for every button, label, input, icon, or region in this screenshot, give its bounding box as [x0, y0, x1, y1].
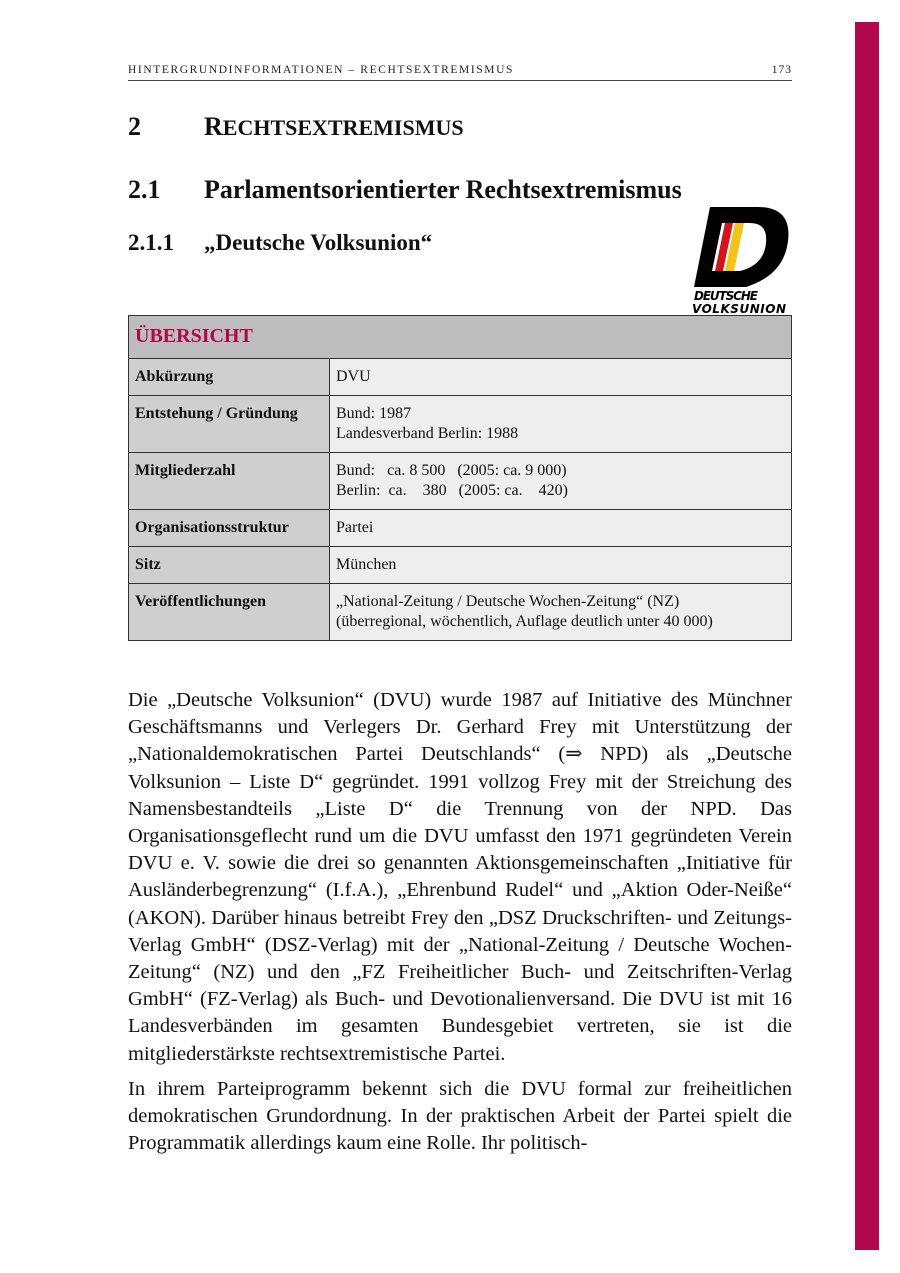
table-row	[129, 584, 792, 641]
row-value-line: Berlin: ca. 380 (2005: ca. 420)	[336, 482, 568, 499]
row-value	[330, 584, 792, 641]
page-number: 173	[771, 64, 792, 76]
logo-text-line1: DEUTSCHE	[694, 289, 758, 303]
overview-title: ÜBERSICHT	[129, 316, 792, 359]
row-value	[330, 547, 792, 584]
row-value-line: Bund: ca. 8 500 (2005: ca. 9 000)	[336, 462, 567, 479]
paragraph: In ihrem Parteiprogramm bekennt sich die DVU formal zur freiheitlichen demokratischen Grundordnung. In der praktischen Arbeit der Partei spielt die Programmatik allerdings kaum eine Rolle. Ihr politisch-	[128, 1077, 792, 1155]
row-value-line: Landesverband Berlin: 1988	[336, 425, 519, 442]
row-label: Veröffentlichungen	[129, 584, 330, 641]
row-label: Organisationsstruktur	[129, 510, 330, 547]
subsection-number: 2.1.1	[128, 230, 174, 255]
logo-text-line2: VOLKSUNION	[692, 302, 786, 315]
row-value-line: „National-Zeitung / Deutsche Wochen-Zeitung“ (NZ)	[336, 593, 680, 610]
table-row	[129, 510, 792, 547]
row-label: Abkürzung	[129, 359, 330, 396]
row-value	[330, 359, 792, 396]
chapter-number: 2	[128, 112, 141, 141]
row-value	[330, 510, 792, 547]
row-value-line: München	[336, 556, 397, 573]
table-row	[129, 547, 792, 584]
row-value-line: Partei	[336, 519, 374, 536]
row-label: Mitgliederzahl	[129, 453, 330, 510]
page-margin-color-bar	[855, 22, 879, 1250]
chapter-title	[204, 112, 464, 142]
table-row	[129, 359, 792, 396]
section-number: 2.1	[128, 175, 161, 204]
chapter-title-initial: R	[204, 112, 223, 141]
row-value	[330, 396, 792, 453]
row-value-line: (überregional, wöchentlich, Auflage deutlich unter 40 000)	[336, 613, 713, 630]
running-header-title: HINTERGRUNDINFORMATIONEN – RECHTSEXTREMISMUS	[128, 64, 515, 76]
overview-header-row	[129, 316, 792, 359]
row-value-line: Bund: 1987	[336, 405, 412, 422]
table-row	[129, 453, 792, 510]
row-label: Entstehung / Gründung	[129, 396, 330, 453]
section-title: Parlamentsorientierter Rechtsextremismus	[204, 175, 682, 204]
subsection-title: „Deutsche Volksunion“	[204, 230, 433, 255]
chapter-title-rest: ECHTSEXTREMISMUS	[222, 115, 464, 140]
dvu-logo	[688, 205, 792, 315]
overview-table	[128, 315, 792, 641]
row-value	[330, 453, 792, 510]
table-row	[129, 396, 792, 453]
body-text	[128, 687, 792, 1165]
running-header	[128, 62, 792, 81]
row-label: Sitz	[129, 547, 330, 584]
row-value-line: DVU	[336, 368, 371, 385]
paragraph: Die „Deutsche Volksunion“ (DVU) wurde 1987 auf Initiative des Münchner Geschäftsmanns und Verlegers Dr. Gerhard Frey mit Unterstützung der „Nationaldemokratischen Partei Deutschlands“ (⇒ NPD) als „Deutsche Volksunion – Liste D“ gegründet. 1991 vollzog Frey mit der Streichung des Namensbestandteils „Liste D“ die Trennung von der NPD. Das Organisationsgeflecht rund um die DVU umfasst den 1971 gegründeten Verein DVU e. V. sowie die drei so genannten Aktionsgemeinschaften „Initiative für Ausländerbegrenzung“ (I.f.A.), „Ehrenbund Rudel“ und „Aktion Oder-Neiße“ (AKON). Darüber hinaus betreibt Frey den „DSZ Druckschriften- und Zeitungs-Verlag GmbH“ (DSZ-Verlag) mit der „National-Zeitung / Deutsche Wochen-Zeitung“ (NZ) und den „FZ Freiheitlicher Buch- und Zeitschriften-Verlag GmbH“ (FZ-Verlag) als Buch- und Devotionalienversand. Die DVU ist mit 16 Landesverbänden im gesamten Bundesgebiet vertreten, sie ist die mitgliederstärkste rechtsextremistische Partei.	[128, 689, 792, 1065]
